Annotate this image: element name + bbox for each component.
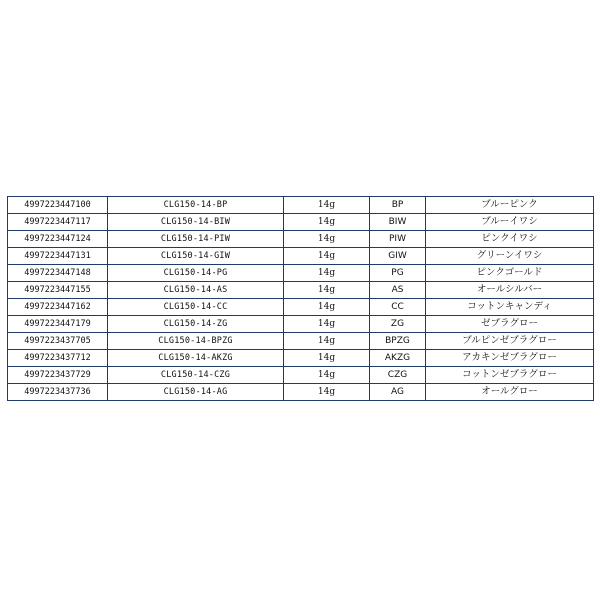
table-row bbox=[8, 197, 594, 214]
table-row bbox=[8, 265, 594, 282]
jan-code-cell: 4997223447117 bbox=[8, 214, 108, 231]
jan-code-cell: 4997223447148 bbox=[8, 265, 108, 282]
color-code-cell: BP bbox=[370, 197, 426, 214]
product-code-cell: CLG150-14-AG bbox=[108, 384, 284, 401]
weight-cell: 14g bbox=[284, 384, 370, 401]
weight-cell: 14g bbox=[284, 282, 370, 299]
table-row bbox=[8, 214, 594, 231]
table-row bbox=[8, 282, 594, 299]
color-name-cell: オールグロー bbox=[426, 384, 594, 401]
color-name-cell: ゼブラグロー bbox=[426, 316, 594, 333]
weight-cell: 14g bbox=[284, 367, 370, 384]
table-row bbox=[8, 316, 594, 333]
weight-cell: 14g bbox=[284, 214, 370, 231]
weight-cell: 14g bbox=[284, 299, 370, 316]
jan-code-cell: 4997223447179 bbox=[8, 316, 108, 333]
jan-code-cell: 4997223447162 bbox=[8, 299, 108, 316]
weight-cell: 14g bbox=[284, 248, 370, 265]
table-row bbox=[8, 299, 594, 316]
jan-code-cell: 4997223437736 bbox=[8, 384, 108, 401]
table-row bbox=[8, 367, 594, 384]
color-code-cell: PIW bbox=[370, 231, 426, 248]
color-name-cell: ブルピンゼブラグロー bbox=[426, 333, 594, 350]
color-code-cell: AS bbox=[370, 282, 426, 299]
color-name-cell: グリーンイワシ bbox=[426, 248, 594, 265]
jan-code-cell: 4997223447124 bbox=[8, 231, 108, 248]
color-code-cell: AG bbox=[370, 384, 426, 401]
color-name-cell: オールシルバー bbox=[426, 282, 594, 299]
color-code-cell: PG bbox=[370, 265, 426, 282]
jan-code-cell: 4997223447131 bbox=[8, 248, 108, 265]
product-code-cell: CLG150-14-BP bbox=[108, 197, 284, 214]
color-name-cell: ブルーピンク bbox=[426, 197, 594, 214]
product-code-cell: CLG150-14-ZG bbox=[108, 316, 284, 333]
product-code-cell: CLG150-14-AS bbox=[108, 282, 284, 299]
weight-cell: 14g bbox=[284, 350, 370, 367]
product-code-cell: CLG150-14-BIW bbox=[108, 214, 284, 231]
color-name-cell: ブルーイワシ bbox=[426, 214, 594, 231]
table-row bbox=[8, 231, 594, 248]
jan-code-cell: 4997223437712 bbox=[8, 350, 108, 367]
color-code-cell: CZG bbox=[370, 367, 426, 384]
weight-cell: 14g bbox=[284, 197, 370, 214]
color-code-cell: GIW bbox=[370, 248, 426, 265]
product-code-cell: CLG150-14-PG bbox=[108, 265, 284, 282]
product-code-cell: CLG150-14-CZG bbox=[108, 367, 284, 384]
jan-code-cell: 4997223447155 bbox=[8, 282, 108, 299]
color-code-cell: BPZG bbox=[370, 333, 426, 350]
table-row bbox=[8, 333, 594, 350]
product-code-cell: CLG150-14-PIW bbox=[108, 231, 284, 248]
weight-cell: 14g bbox=[284, 265, 370, 282]
color-code-cell: CC bbox=[370, 299, 426, 316]
color-name-cell: コットンゼブラグロー bbox=[426, 367, 594, 384]
table-row bbox=[8, 384, 594, 401]
product-code-cell: CLG150-14-BPZG bbox=[108, 333, 284, 350]
product-code-cell: CLG150-14-GIW bbox=[108, 248, 284, 265]
color-code-cell: BIW bbox=[370, 214, 426, 231]
table-row bbox=[8, 350, 594, 367]
product-spec-table bbox=[7, 196, 594, 401]
weight-cell: 14g bbox=[284, 316, 370, 333]
product-code-cell: CLG150-14-AKZG bbox=[108, 350, 284, 367]
jan-code-cell: 4997223447100 bbox=[8, 197, 108, 214]
table-row bbox=[8, 248, 594, 265]
color-name-cell: コットンキャンディ bbox=[426, 299, 594, 316]
product-code-cell: CLG150-14-CC bbox=[108, 299, 284, 316]
weight-cell: 14g bbox=[284, 333, 370, 350]
color-name-cell: アカキンゼブラグロー bbox=[426, 350, 594, 367]
color-code-cell: AKZG bbox=[370, 350, 426, 367]
product-table-body bbox=[8, 197, 594, 401]
color-code-cell: ZG bbox=[370, 316, 426, 333]
color-name-cell: ピンクゴールド bbox=[426, 265, 594, 282]
weight-cell: 14g bbox=[284, 231, 370, 248]
jan-code-cell: 4997223437705 bbox=[8, 333, 108, 350]
color-name-cell: ピンクイワシ bbox=[426, 231, 594, 248]
jan-code-cell: 4997223437729 bbox=[8, 367, 108, 384]
product-table-container bbox=[7, 196, 593, 401]
